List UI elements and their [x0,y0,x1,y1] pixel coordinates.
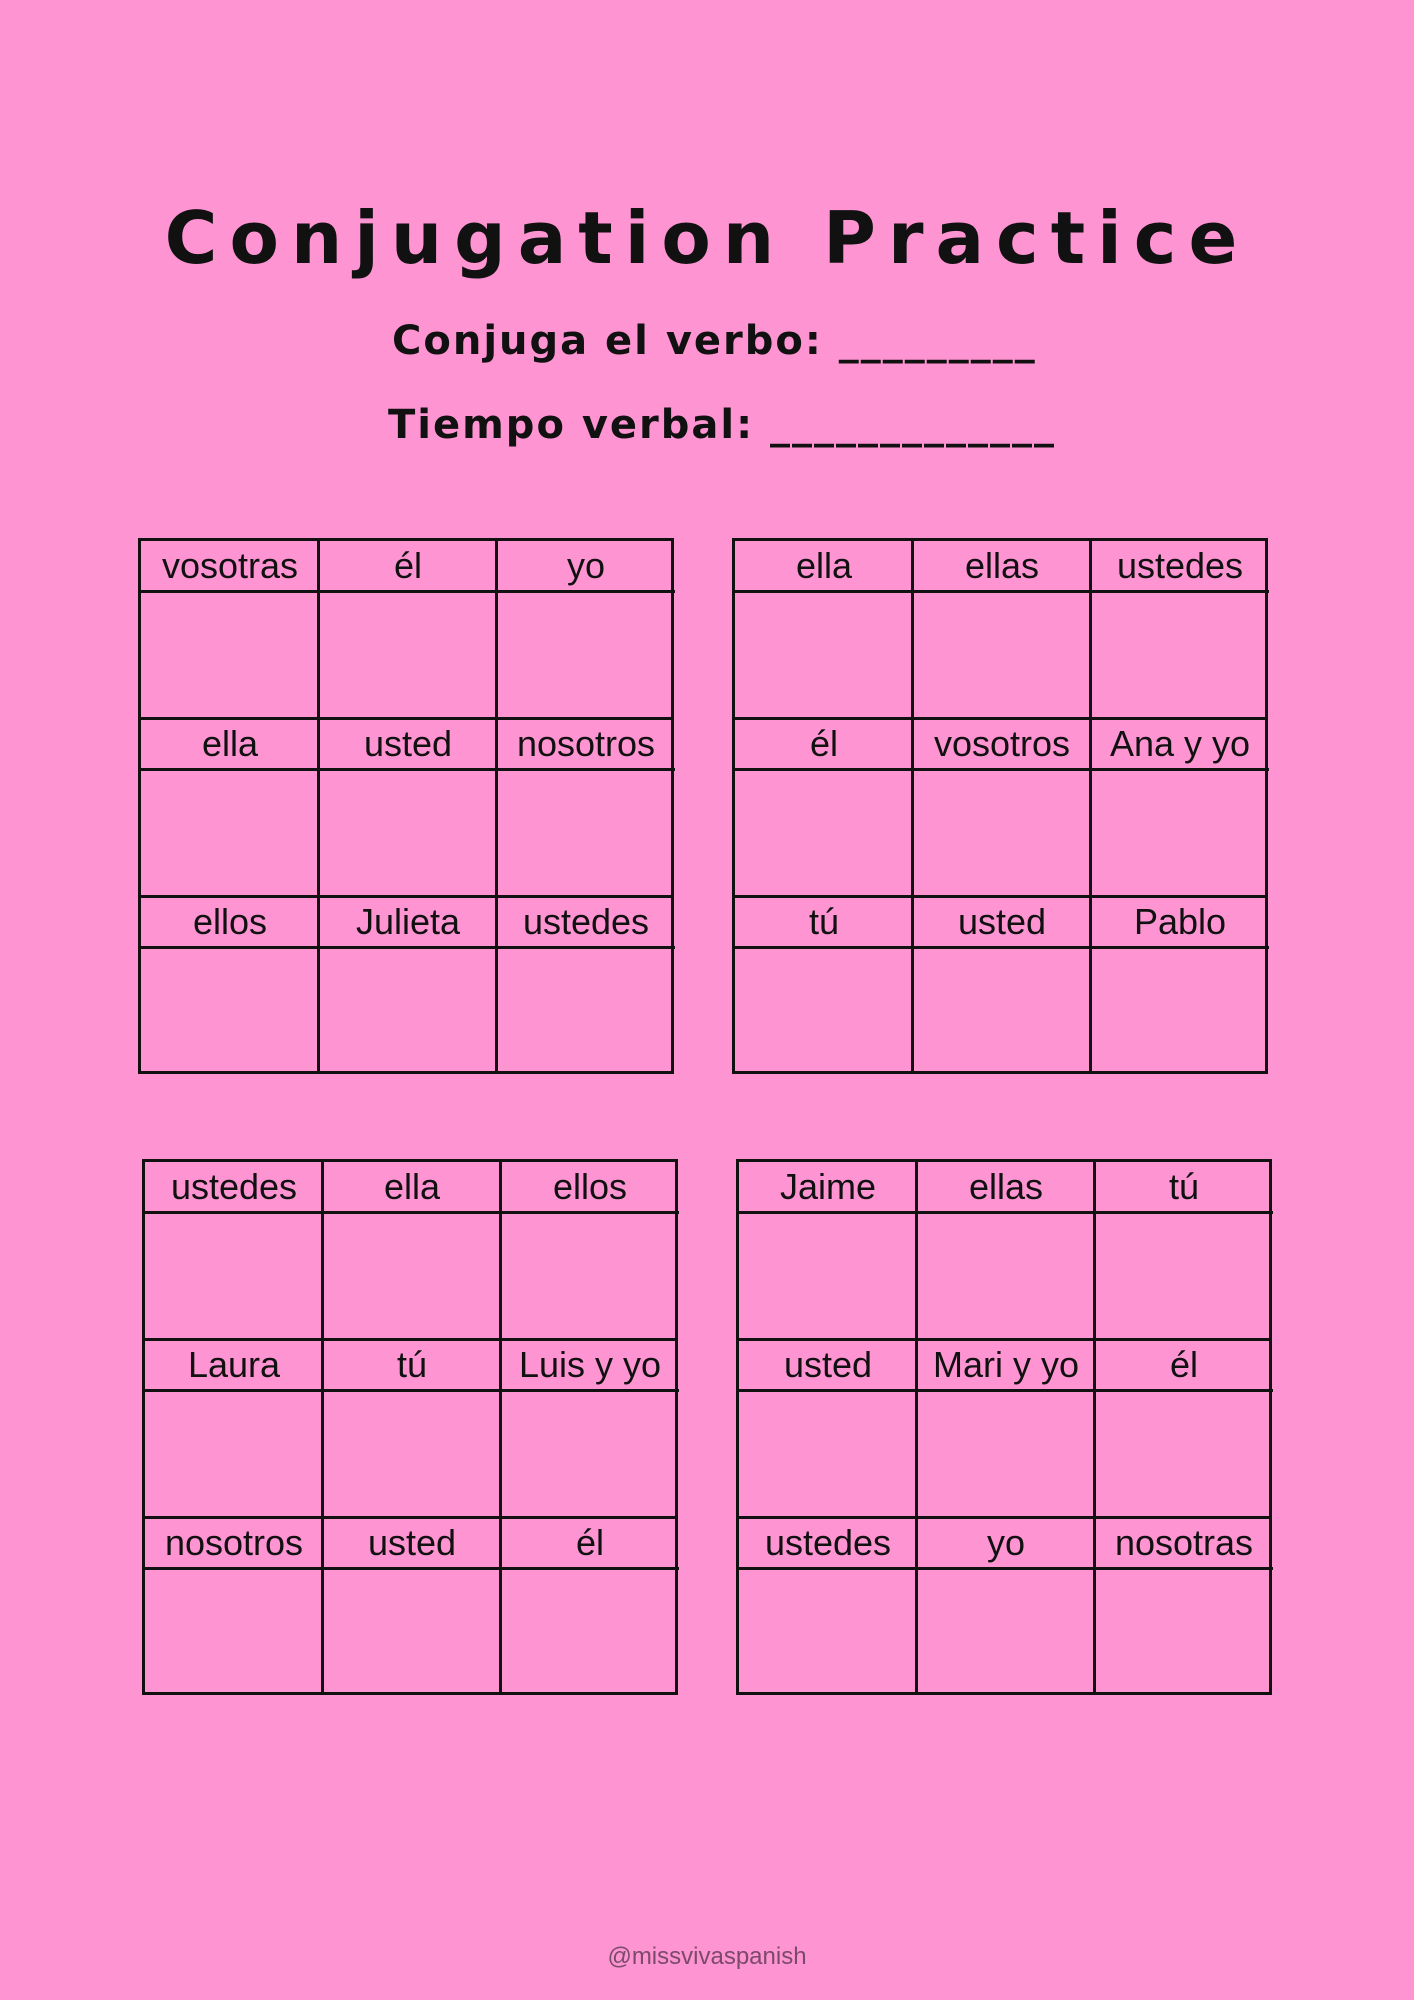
answer-box[interactable] [913,593,1091,719]
grid-cell [735,719,913,897]
grid-cell [497,897,675,1075]
pronoun-label: él [1095,1340,1273,1392]
grid-divider [915,1162,918,1692]
pronoun-label: ustedes [145,1162,323,1214]
grid-cell [501,1162,679,1340]
pronoun-label: él [319,541,497,593]
grid-cell [917,1162,1095,1340]
answer-box[interactable] [735,593,913,719]
pronoun-label: Pablo [1091,897,1269,949]
pronoun-label: ella [323,1162,501,1214]
answer-box[interactable] [735,771,913,897]
answer-box[interactable] [913,949,1091,1075]
grid-cell [917,1518,1095,1696]
answer-box[interactable] [1091,593,1269,719]
grid-cell [1095,1340,1273,1518]
pronoun-label: usted [739,1340,917,1392]
answer-box[interactable] [917,1214,1095,1340]
pronoun-label: usted [319,719,497,771]
grid-divider [735,895,1265,898]
pronoun-label: él [501,1518,679,1570]
pronoun-label: ellas [913,541,1091,593]
pronoun-label: Laura [145,1340,323,1392]
grid-cell [141,719,319,897]
footer-credit: @missvivaspanish [607,1943,807,1970]
grid-cell [323,1340,501,1518]
grid-cell [145,1162,323,1340]
pronoun-label: ellas [917,1162,1095,1214]
grid-divider [911,541,914,1071]
grid-cell [501,1340,679,1518]
pronoun-label: ustedes [497,897,675,949]
answer-box[interactable] [497,593,675,719]
grid-divider [499,1162,502,1692]
pronoun-label: tú [323,1340,501,1392]
grid-divider [141,895,671,898]
answer-box[interactable] [145,1570,323,1696]
answer-box[interactable] [145,1392,323,1518]
pronoun-label: usted [323,1518,501,1570]
grid-divider [1093,1162,1096,1692]
pronoun-label: nosotros [145,1518,323,1570]
pronoun-label: ellos [501,1162,679,1214]
grid-cell [739,1518,917,1696]
grid-cell [735,541,913,719]
grid-divider [495,541,498,1071]
pronoun-label: vosotras [141,541,319,593]
conjugation-grid-1 [138,538,674,1074]
pronoun-label: ellos [141,897,319,949]
answer-box[interactable] [1095,1570,1273,1696]
answer-box[interactable] [497,949,675,1075]
grid-cell [913,719,1091,897]
answer-box[interactable] [739,1214,917,1340]
grid-cell [1091,541,1269,719]
answer-box[interactable] [917,1570,1095,1696]
answer-box[interactable] [145,1214,323,1340]
grid-cell [739,1340,917,1518]
answer-box[interactable] [501,1392,679,1518]
grid-cell [1095,1162,1273,1340]
grid-cell [319,541,497,719]
grid-cell [1091,719,1269,897]
grid-divider [735,717,1265,720]
conjugation-grid-4 [736,1159,1272,1695]
grid-cell [497,541,675,719]
grid-divider [145,1338,675,1341]
grid-cell [141,897,319,1075]
answer-box[interactable] [1095,1392,1273,1518]
grid-divider [739,1516,1269,1519]
pronoun-label: nosotras [1095,1518,1273,1570]
answer-box[interactable] [739,1392,917,1518]
pronoun-label: yo [497,541,675,593]
grid-cell [319,719,497,897]
pronoun-label: ella [735,541,913,593]
pronoun-label: Mari y yo [917,1340,1095,1392]
answer-box[interactable] [319,949,497,1075]
pronoun-label: nosotros [497,719,675,771]
grid-divider [321,1162,324,1692]
page-title: Conjugation Practice [164,196,1250,280]
grid-divider [145,1516,675,1519]
pronoun-label: usted [913,897,1091,949]
pronoun-label: ustedes [739,1518,917,1570]
grid-cell [735,897,913,1075]
grid-cell [323,1162,501,1340]
answer-box[interactable] [323,1214,501,1340]
grid-cell [1095,1518,1273,1696]
answer-box[interactable] [739,1570,917,1696]
pronoun-label: él [735,719,913,771]
tense-field: Tiempo verbal: _____________ [388,402,1057,448]
grid-cell [145,1518,323,1696]
pronoun-label: yo [917,1518,1095,1570]
verb-field: Conjuga el verbo: _________ [392,318,1037,364]
pronoun-label: Julieta [319,897,497,949]
grid-divider [317,541,320,1071]
grid-cell [913,897,1091,1075]
answer-box[interactable] [319,771,497,897]
grid-divider [739,1338,1269,1341]
answer-box[interactable] [735,949,913,1075]
grid-cell [739,1162,917,1340]
answer-box[interactable] [1091,949,1269,1075]
grid-divider [141,717,671,720]
answer-box[interactable] [501,1214,679,1340]
grid-divider [1089,541,1092,1071]
pronoun-label: vosotros [913,719,1091,771]
answer-box[interactable] [323,1570,501,1696]
grid-cell [1091,897,1269,1075]
grid-cell [917,1340,1095,1518]
grid-cell [497,719,675,897]
grid-cell [913,541,1091,719]
pronoun-label: ustedes [1091,541,1269,593]
conjugation-grid-2 [732,538,1268,1074]
answer-box[interactable] [323,1392,501,1518]
grid-cell [145,1340,323,1518]
answer-box[interactable] [141,771,319,897]
answer-box[interactable] [1095,1214,1273,1340]
answer-box[interactable] [319,593,497,719]
pronoun-label: ella [141,719,319,771]
conjugation-grid-3 [142,1159,678,1695]
pronoun-label: tú [735,897,913,949]
grid-cell [141,541,319,719]
answer-box[interactable] [141,949,319,1075]
grid-cell [319,897,497,1075]
answer-box[interactable] [1091,771,1269,897]
pronoun-label: Ana y yo [1091,719,1269,771]
grid-cell [501,1518,679,1696]
pronoun-label: Luis y yo [501,1340,679,1392]
answer-box[interactable] [497,771,675,897]
pronoun-label: tú [1095,1162,1273,1214]
answer-box[interactable] [913,771,1091,897]
answer-box[interactable] [917,1392,1095,1518]
pronoun-label: Jaime [739,1162,917,1214]
answer-box[interactable] [501,1570,679,1696]
answer-box[interactable] [141,593,319,719]
grid-cell [323,1518,501,1696]
